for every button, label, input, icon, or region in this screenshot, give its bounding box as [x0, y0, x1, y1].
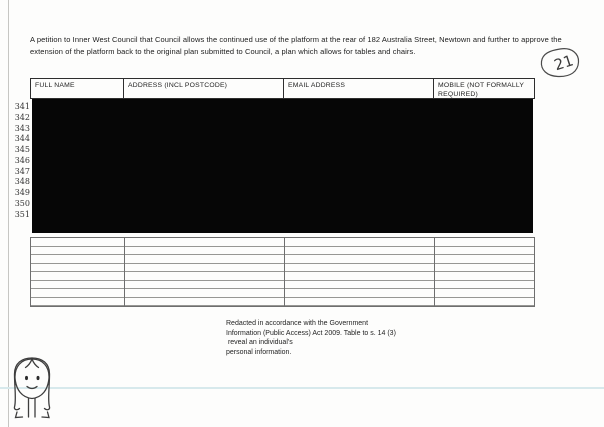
empty-table-row	[31, 238, 534, 247]
row-number: 346	[14, 156, 30, 165]
page-number-text: 21	[551, 51, 576, 75]
column-header-address: ADDRESS (INCL POSTCODE)	[124, 79, 284, 98]
table-grid-line	[434, 238, 435, 306]
empty-table-row	[31, 247, 534, 256]
doodle-smile	[27, 387, 37, 389]
row-number: 343	[14, 124, 30, 133]
row-number: 344	[14, 134, 30, 143]
empty-table-row	[31, 272, 534, 281]
row-number: 345	[14, 145, 30, 154]
empty-table-row	[31, 298, 534, 307]
hand-drawn-face-doodle	[4, 353, 62, 427]
row-number: 347	[14, 167, 30, 176]
empty-table-rows	[30, 237, 535, 307]
row-number: 348	[14, 177, 30, 186]
row-number: 350	[14, 199, 30, 208]
doodle-shoulder-right	[42, 412, 49, 418]
ruled-blue-line	[0, 387, 604, 389]
row-number: 351	[14, 210, 30, 219]
redaction-note-line: Information (Public Access) Act 2009. Table to s. 14 (3)	[226, 329, 396, 337]
doodle-hair-left	[14, 358, 32, 410]
column-header-full-name: FULL NAME	[31, 79, 124, 98]
redaction-note-line: reveal an individual's	[226, 339, 293, 346]
row-number: 342	[14, 113, 30, 122]
empty-table-row	[31, 255, 534, 264]
row-number: 349	[14, 188, 30, 197]
table-grid-line	[124, 238, 125, 306]
redaction-note	[226, 319, 396, 357]
redaction-block	[32, 99, 533, 233]
redaction-note-line: Redacted in accordance with the Government	[226, 320, 369, 327]
empty-table-row	[31, 281, 534, 290]
petition-text: A petition to Inner West Council that Council allows the continued use of the platform at the rear of 182 Australia Street, Newtown and further to approve the extension of the platform back to the original plan submitted to Council, a plan which allows for tables and chairs.	[30, 34, 562, 56]
doodle-eye-right	[37, 376, 40, 380]
redaction-note-line: personal information.	[226, 348, 292, 356]
doodle-eye-left	[25, 376, 28, 380]
table-header-row	[30, 78, 535, 99]
column-header-mobile: MOBILE (NOT FORMALLY REQUIRED)	[438, 82, 524, 98]
table-grid-line	[284, 238, 285, 306]
empty-table-row	[31, 264, 534, 273]
row-number: 341	[14, 102, 30, 111]
column-header-email: EMAIL ADDRESS	[284, 79, 434, 98]
handwritten-page-number-circle	[537, 46, 583, 80]
empty-table-row	[31, 289, 534, 298]
doodle-shoulder-left	[16, 412, 23, 418]
doodle-head	[15, 359, 49, 399]
